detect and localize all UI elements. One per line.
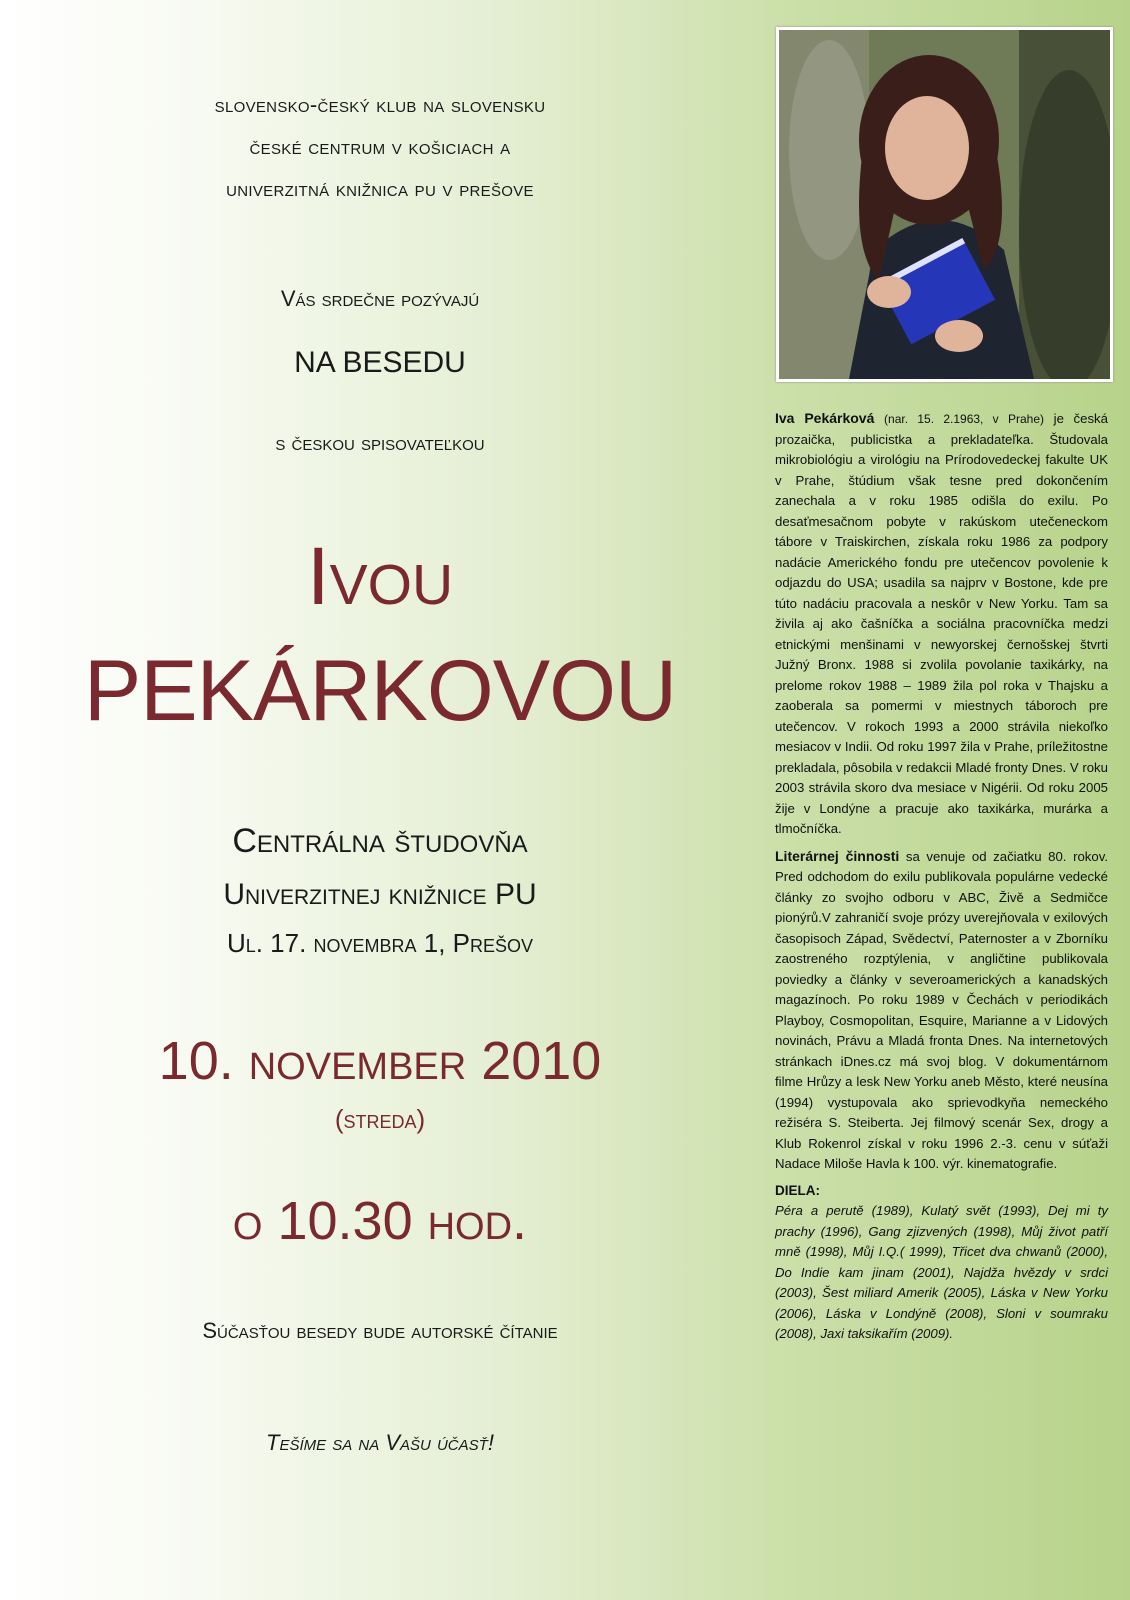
invite-text: Vás srdečne pozývajú (280, 286, 480, 311)
event-date: 10. november 2010 (158, 1031, 602, 1091)
bio-paragraph-2 (775, 846, 1108, 1175)
event-weekday: (streda) (334, 1104, 426, 1134)
bio-born: (nar. 15. 2.1963, v Prahe) (884, 412, 1044, 426)
author-first-name: Ivou (306, 531, 454, 622)
organizer-line-2: české centrum v košiciach a (249, 134, 511, 159)
bio-paragraph-1 (775, 408, 1108, 840)
organizer-line-1: slovensko-český klub na slovensku (214, 92, 546, 117)
venue-line-2: Univerzitnej knižnice PU (223, 878, 537, 911)
venue-address: Ul. 17. novembra 1, Prešov (226, 928, 534, 958)
bio-text-1: je česká prozaička, publicistka a prekladateľka. Študovala mikrobiológiu a virológiu na Prírodovedeckej fakulte UK v Prahe, štúdium však tesne pred dokončením zanechala a v roku 1985 odišla do exilu. Po desaťmesačnom pobyte v rakúskom utečeneckom tábore v Traiskirchen, získala roku 1986 za podpory nadácie Amerického fondu pre utečencov povolenie k odjazdu do USA; usadila sa najprv v Bostone, kde pre túto nadáciu pracovala a neskôr v New Yorku. Tam sa živila aj ako čašníčka a sociálna pracovníčka medzi etnickými menšinami v newyorskej černošskej štvrti Južný Bronx. 1988 si zvolila povolanie taxikárky, na prelome rokov 1988 – 1989 žila pol roka v Thajsku a zaoberala sa pomermi v miestnych táboroch pre utečencov. V rokoch 1993 a 2000 strávila niekoľko mesiacov v Indii. Od roku 1997 žila v Prahe, príležitostne prekladala, pôsobila v redakcii Mladé fronty Dnes. V roku 2003 strávila skoro dva mesiace v Nigérii. Od roku 2005 žije v Londýne a pracuje ako taxikárka, murárka a tlmočníčka. (775, 411, 1108, 836)
venue-line-1: Centrálna študovňa (232, 822, 528, 860)
organizer-line-3: univerzitná knižnica pu v prešove (226, 176, 534, 201)
bio-name: Iva Pekárková (775, 410, 875, 426)
with-writer-text: s českou spisovateľkou (275, 430, 485, 455)
program-note: Súčasťou besedy bude autorské čítanie (202, 1318, 558, 1343)
bio-text-2: sa venuje od začiatku 80. rokov. Pred odchodom do exilu publikovala populárne vedecké články zo svojho odboru v ABC, Živě a Sedmičce pionýrů.V zahraničí svoje prózy uverejňovala v exilových časopisoch Západ, Svědectví, Paternoster a v Zborníku zaostreného rozptýlenia, v angličtine publikovala poviedky a články v severoamerických a kanadských magazínoch. Po roku 1989 v Čechách v periodikách Playboy, Cosmopolitan, Esquire, Marianne a v Lidových novinách, Právu a Mladá fronta Dnes. Na internetových stránkach iDnes.cz má svoj blog. V dokumentárnom filme Hrůzy a lesk New Yorku aneb Město, které neusína (1994) vystupovala ako sprievodkyňa nemeckého režiséra S. Steiberta. Jej filmový scenár Sex, drogy a Klub Rokenrol získal v roku 1996 2.-3. cenu v súťaži Nadace Miloše Havla k 100. výr. kinematografie. (775, 848, 1109, 1171)
author-photo (776, 27, 1113, 382)
bio-lit-label: Literárnej činnosti (775, 847, 900, 864)
closing-line: Tešíme sa na Vašu účasť! (266, 1430, 494, 1455)
author-last-name: PEKÁRKOVOU (83, 643, 677, 739)
author-bio (775, 408, 1108, 1351)
works-list: Péra a perutě (1989), Kulatý svět (1993), Dej mi ty prachy (1996), Gang zjizvených (1998), Můj život patří mně (1998), Můj I.Q.( 1999), Třicet dva chwanů (2000), Do Indie kam jinam (2001), Najdža hvězdy v srdci (2003), Šest miliard Amerik (2005), Láska v New Yorku (2006), Láska v Londýně (2008), Sloni v soumraku (2008), Jaxi taksikařím (2009). (775, 1203, 1108, 1341)
event-type: NA BESEDU (294, 346, 466, 379)
works-heading: DIELA: (775, 1182, 820, 1198)
event-time: o 10.30 hod. (232, 1191, 528, 1251)
author-photo-illustration (779, 30, 1110, 379)
